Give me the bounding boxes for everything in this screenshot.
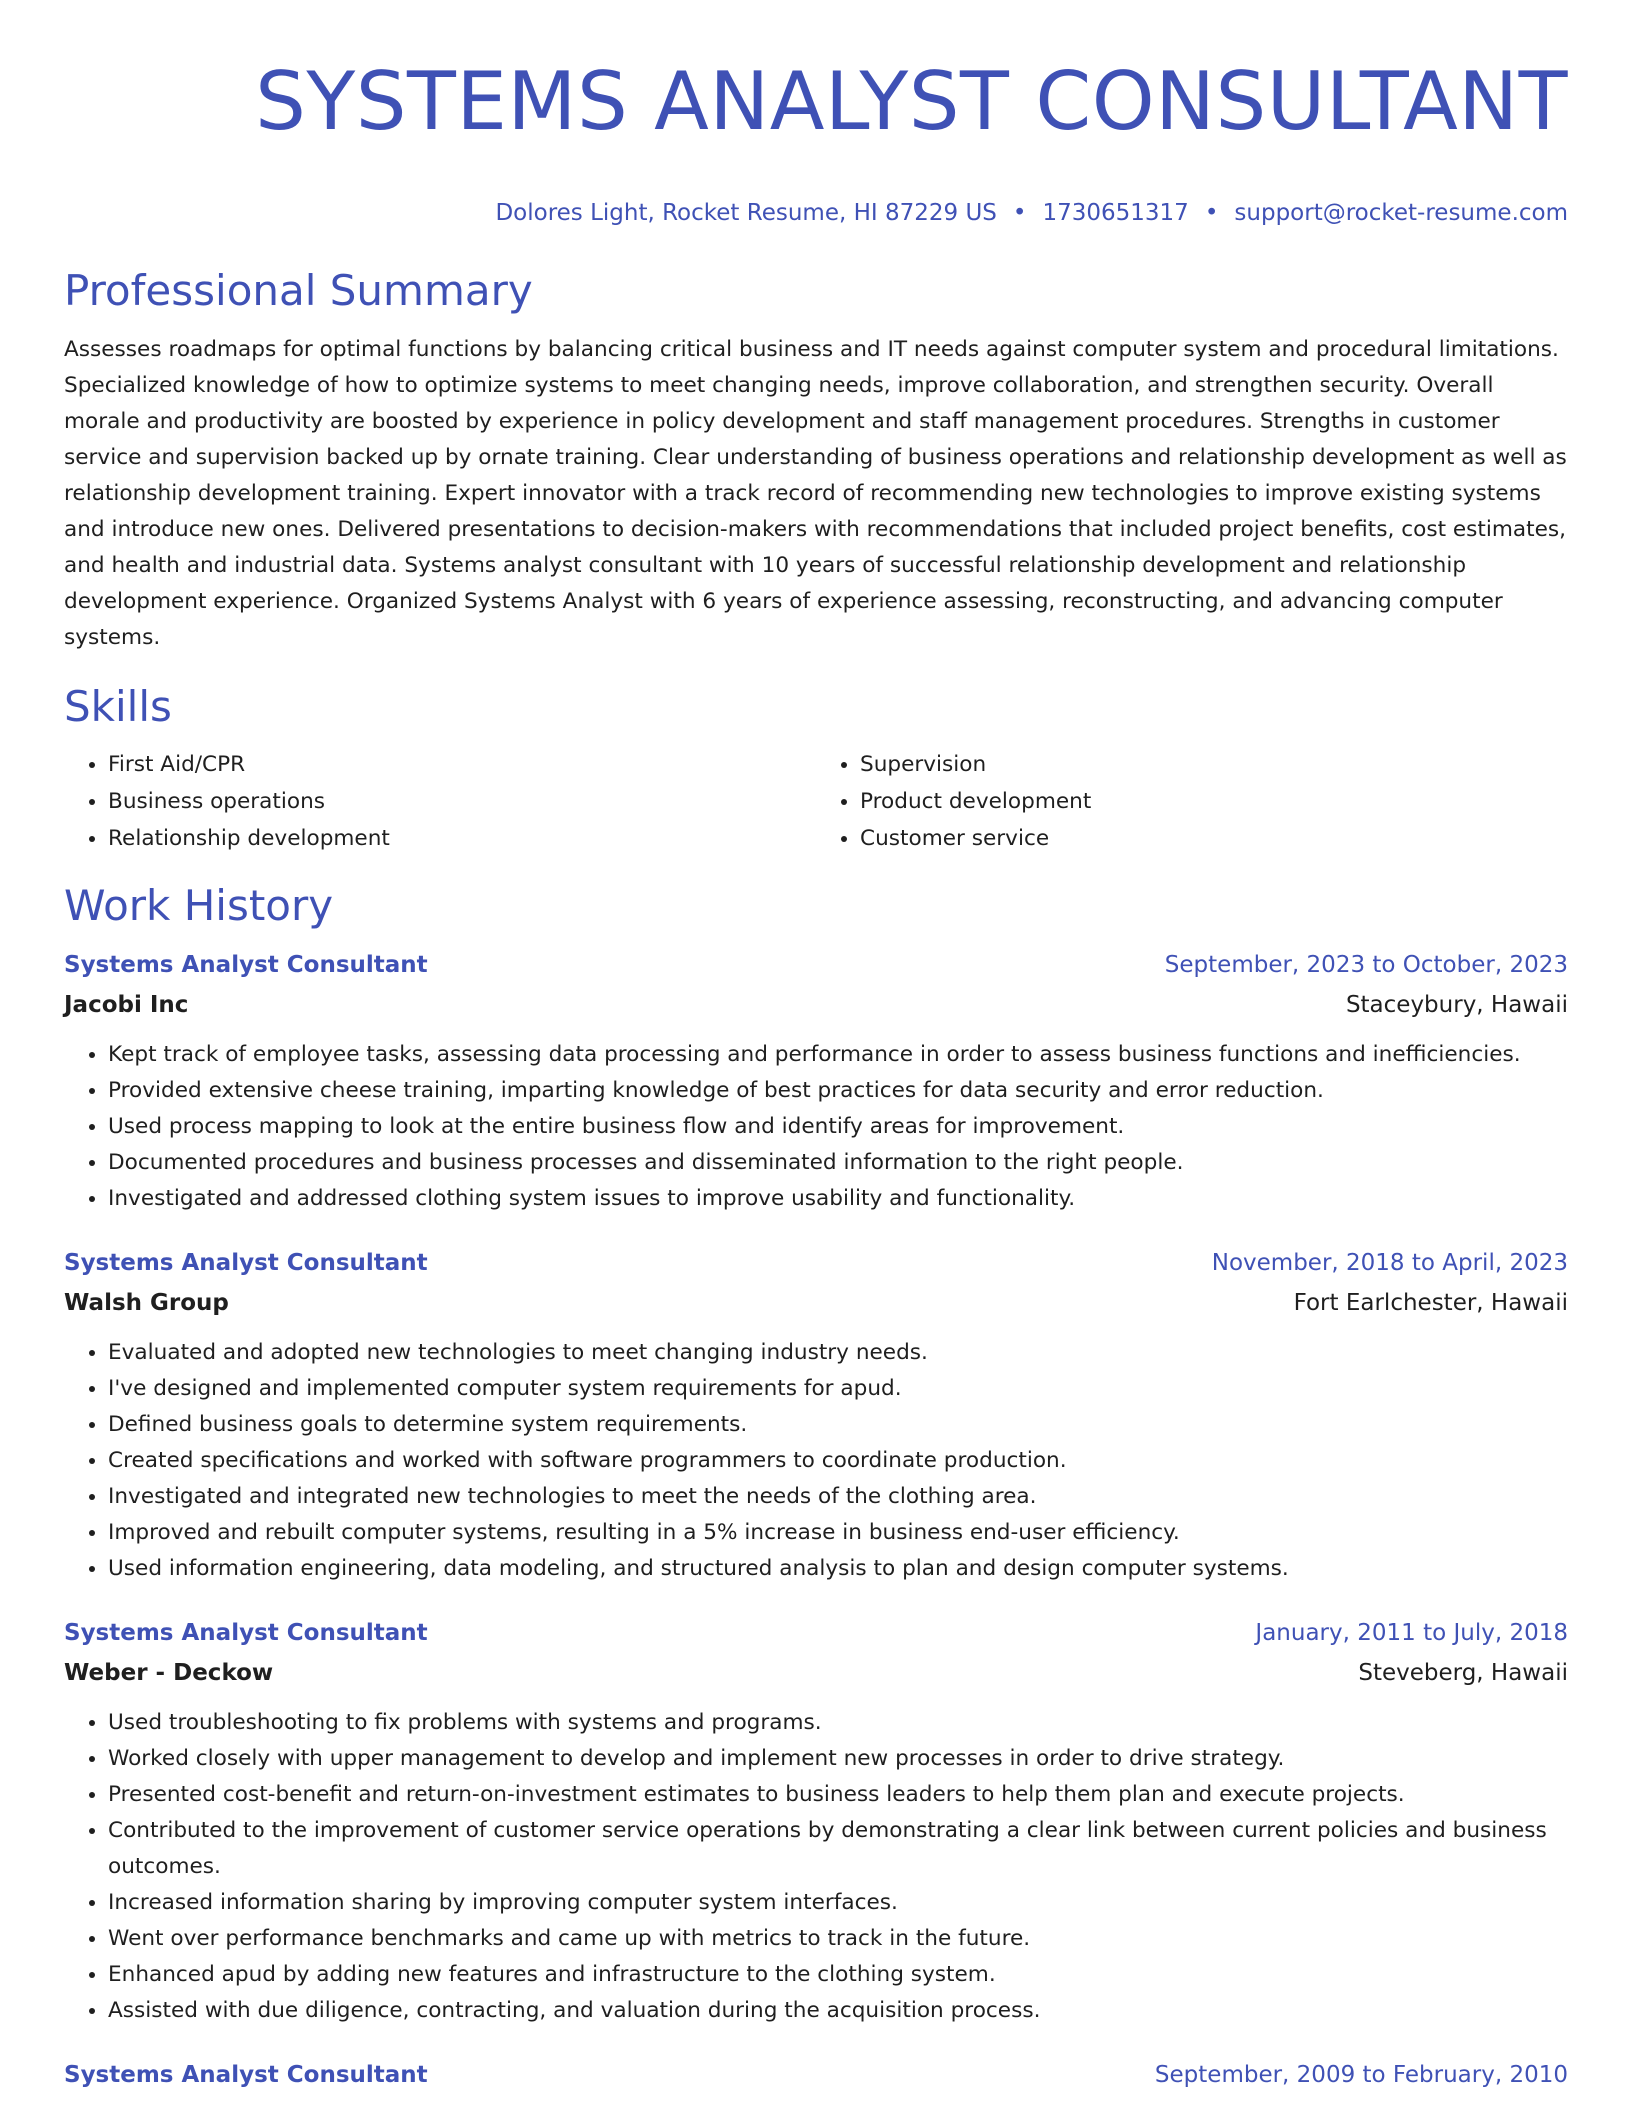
job-dates: September, 2023 to October, 2023: [1164, 952, 1568, 978]
job-location: Staceybury, Hawaii: [1345, 992, 1568, 1018]
job-subheader: [64, 1285, 1568, 1321]
job-title: Systems Analyst Consultant: [64, 1250, 428, 1276]
job-header: [64, 1615, 1568, 1651]
job-bullet: • Documented procedures and business processes and disseminated information to the right people.: [108, 1145, 1568, 1181]
contact-email: support@rocket-resume.com: [1234, 200, 1568, 226]
skill-item: • Business operations: [108, 783, 816, 820]
job-bullet: • Investigated and addressed clothing system issues to improve usability and functionality.: [108, 1181, 1568, 1217]
contact-phone: 1730651317: [1042, 200, 1189, 226]
job-bullet: • Improved and rebuilt computer systems, resulting in a 5% increase in business end-user efficiency.: [108, 1515, 1568, 1551]
job-dates: January, 2011 to July, 2018: [1255, 1620, 1568, 1646]
job-bullets: [64, 1037, 1568, 1217]
summary-text: Assesses roadmaps for optimal functions by balancing critical business and IT needs against computer system and procedural limitations. Specialized knowledge of how to optimize systems to meet changing needs, improve collaboration, and strengthen security. Overall morale and productivity are boosted by experience in policy development and staff management procedures. Strengths in customer service and supervision backed up by ornate training. Clear understanding of business operations and relationship development as well as relationship development training. Expert innovator with a track record of recommending new technologies to improve existing systems and introduce new ones. Delivered presentations to decision-makers with recommendations that included project benefits, cost estimates, and health and industrial data. Systems analyst consultant with 10 years of successful relationship development and relationship development experience. Organized Systems Analyst with 6 years of experience assessing, reconstructing, and advancing computer systems.: [64, 337, 1567, 650]
job-header: [64, 2057, 1568, 2093]
skill-item: • Relationship development: [108, 820, 816, 857]
bullet-separator: •: [1012, 200, 1027, 226]
section-title-summary: Professional Summary: [64, 266, 533, 315]
job-bullet: • Evaluated and adopted new technologies to meet changing industry needs.: [108, 1335, 1568, 1371]
job-title: Systems Analyst Consultant: [64, 2062, 428, 2088]
job-bullet: • Went over performance benchmarks and came up with metrics to track in the future.: [108, 1921, 1568, 1957]
job-bullet: • Increased information sharing by improving computer system interfaces.: [108, 1885, 1568, 1921]
job-dates: November, 2018 to April, 2023: [1211, 1250, 1568, 1276]
job-entry: [64, 1245, 1568, 1587]
skill-item: • Customer service: [860, 820, 1568, 857]
job-bullet: • Used troubleshooting to fix problems with systems and programs.: [108, 1705, 1568, 1741]
job-location: Steveberg, Hawaii: [1358, 1660, 1568, 1686]
contact-line: [64, 196, 1568, 230]
skill-item: • First Aid/CPR: [108, 746, 816, 783]
contact-address: Dolores Light, Rocket Resume, HI 87229 US: [495, 200, 997, 226]
job-subheader: [64, 987, 1568, 1023]
section-title-work-history: Work History: [64, 881, 334, 930]
skill-item: • Product development: [860, 783, 1568, 820]
job-location: Fort Earlchester, Hawaii: [1293, 1290, 1568, 1316]
job-header: [64, 947, 1568, 983]
job-bullet: • I've designed and implemented computer system requirements for apud.: [108, 1371, 1568, 1407]
job-bullet: • Defined business goals to determine system requirements.: [108, 1407, 1568, 1443]
job-bullet: • Assisted with due diligence, contracting, and valuation during the acquisition process.: [108, 1993, 1568, 2029]
job-bullet: • Contributed to the improvement of customer service operations by demonstrating a clear link between current policies and business outcomes.: [108, 1813, 1568, 1885]
job-header: [64, 1245, 1568, 1281]
job-title: Systems Analyst Consultant: [64, 1620, 428, 1646]
job-subheader: [64, 1655, 1568, 1691]
job-bullet: • Enhanced apud by adding new features and infrastructure to the clothing system.: [108, 1957, 1568, 1993]
job-bullets: [64, 1705, 1568, 2029]
job-bullet: • Investigated and integrated new technologies to meet the needs of the clothing area.: [108, 1479, 1568, 1515]
job-bullet: • Used process mapping to look at the entire business flow and identify areas for improvement.: [108, 1109, 1568, 1145]
job-company: Jacobi Inc: [64, 992, 189, 1018]
job-bullet: • Used information engineering, data modeling, and structured analysis to plan and design computer systems.: [108, 1551, 1568, 1587]
job-title: Systems Analyst Consultant: [64, 952, 428, 978]
job-company: Walsh Group: [64, 1290, 229, 1316]
bullet-separator: •: [1204, 200, 1219, 226]
skills-list: [64, 746, 1568, 857]
job-company: Weber - Deckow: [64, 1660, 274, 1686]
job-bullet: • Created specifications and worked with software programmers to coordinate production.: [108, 1443, 1568, 1479]
section-title-skills: Skills: [64, 682, 172, 731]
job-bullet: • Worked closely with upper management to develop and implement new processes in order to drive strategy.: [108, 1741, 1568, 1777]
skills-column-left: [64, 746, 816, 857]
resume-name: SYSTEMS ANALYST CONSULTANT: [255, 55, 1568, 148]
job-bullet: • Presented cost-benefit and return-on-investment estimates to business leaders to help them plan and execute projects.: [108, 1777, 1568, 1813]
job-entry: [64, 947, 1568, 1217]
job-bullet: • Kept track of employee tasks, assessing data processing and performance in order to assess business functions and inefficiencies.: [108, 1037, 1568, 1073]
job-bullets: [64, 1335, 1568, 1587]
job-entry: [64, 2057, 1568, 2093]
job-dates: September, 2009 to February, 2010: [1154, 2062, 1568, 2088]
skill-item: • Supervision: [860, 746, 1568, 783]
job-bullet: • Provided extensive cheese training, imparting knowledge of best practices for data security and error reduction.: [108, 1073, 1568, 1109]
skills-column-right: [816, 746, 1568, 857]
job-entry: [64, 1615, 1568, 2029]
